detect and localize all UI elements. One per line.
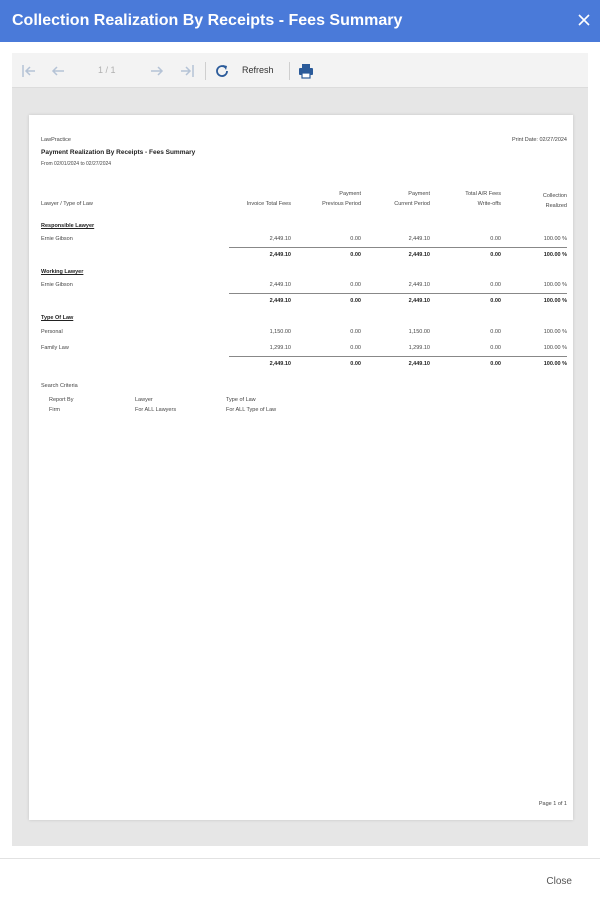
- total-curr: 2,449.10: [408, 361, 430, 367]
- divider: [229, 247, 567, 248]
- row-prev: 0.00: [350, 329, 361, 335]
- toolbar-divider: [205, 62, 206, 80]
- group-heading: Responsible Lawyer: [41, 223, 95, 229]
- col-header-realized: Collection: [542, 193, 567, 199]
- total-realized: 100.00 %: [543, 252, 567, 258]
- dialog-header: [0, 0, 600, 42]
- col-header-writeoffs: Write-offs: [477, 201, 501, 207]
- col-header-realized: Realized: [545, 203, 567, 209]
- total-writeoffs: 0.00: [490, 298, 501, 304]
- total-curr: 2,449.10: [408, 298, 430, 304]
- row-curr: 1,299.10: [408, 345, 430, 351]
- row-invoice: 2,449.10: [269, 282, 291, 288]
- total-curr: 2,449.10: [408, 252, 430, 258]
- row-curr: 2,449.10: [408, 282, 430, 288]
- row-realized: 100.00 %: [543, 282, 567, 288]
- col-header-writeoffs: Total A/R Fees: [465, 191, 501, 197]
- total-writeoffs: 0.00: [490, 361, 501, 367]
- row-realized: 100.00 %: [543, 345, 567, 351]
- print-date: Print Date: 02/27/2024: [511, 137, 567, 143]
- previous-page-icon[interactable]: [49, 62, 67, 80]
- divider: [229, 356, 567, 357]
- last-page-icon[interactable]: [178, 62, 196, 80]
- group-heading: Working Lawyer: [41, 269, 84, 275]
- total-invoice: 2,449.10: [269, 252, 291, 258]
- row-writeoffs: 0.00: [490, 236, 501, 242]
- row-curr: 2,449.10: [408, 236, 430, 242]
- row-invoice: 1,299.10: [269, 345, 291, 351]
- criteria-heading: Search Criteria: [41, 383, 78, 389]
- row-writeoffs: 0.00: [490, 345, 501, 351]
- page-indicator: 1 / 1: [98, 65, 116, 75]
- total-writeoffs: 0.00: [490, 252, 501, 258]
- dialog-title: Collection Realization By Receipts - Fees Summary: [12, 12, 403, 29]
- total-prev: 0.00: [350, 252, 361, 258]
- row-prev: 0.00: [350, 345, 361, 351]
- total-realized: 100.00 %: [543, 298, 567, 304]
- col-header-name: Lawyer / Type of Law: [41, 201, 93, 207]
- page-number: Page 1 of 1: [538, 801, 567, 807]
- row-name: Personal: [41, 329, 63, 335]
- col-header-prev: Previous Period: [322, 201, 361, 207]
- criteria-value: Firm: [49, 407, 60, 413]
- report-title: Payment Realization By Receipts - Fees Summary: [41, 149, 196, 156]
- viewer-toolbar: [12, 53, 588, 88]
- report-page: [29, 115, 573, 820]
- next-page-icon[interactable]: [148, 62, 166, 80]
- criteria-header: Type of Law: [226, 397, 256, 403]
- print-icon[interactable]: [297, 62, 315, 80]
- col-header-curr: Current Period: [394, 201, 430, 207]
- row-invoice: 1,150.00: [269, 329, 291, 335]
- total-invoice: 2,449.10: [269, 361, 291, 367]
- row-name: Ernie Gibson: [41, 282, 73, 288]
- report-viewer: [12, 53, 588, 846]
- row-writeoffs: 0.00: [490, 329, 501, 335]
- refresh-icon[interactable]: [213, 62, 231, 80]
- row-curr: 1,150.00: [408, 329, 430, 335]
- row-prev: 0.00: [350, 236, 361, 242]
- total-prev: 0.00: [350, 361, 361, 367]
- criteria-header: Report By: [49, 397, 74, 403]
- col-header-prev: Payment: [339, 191, 361, 197]
- total-invoice: 2,449.10: [269, 298, 291, 304]
- criteria-header: Lawyer: [135, 397, 153, 403]
- row-name: Ernie Gibson: [41, 236, 73, 242]
- group-heading: Type Of Law: [41, 315, 74, 321]
- firm-name: LawPractice: [41, 137, 71, 143]
- row-realized: 100.00 %: [543, 329, 567, 335]
- close-button[interactable]: Close: [546, 876, 572, 887]
- dialog-footer: [0, 858, 600, 903]
- row-invoice: 2,449.10: [269, 236, 291, 242]
- toolbar-divider: [289, 62, 290, 80]
- row-name: Family Law: [41, 345, 69, 351]
- criteria-value: For ALL Lawyers: [135, 407, 177, 413]
- first-page-icon[interactable]: [20, 62, 38, 80]
- close-icon[interactable]: [576, 12, 592, 28]
- row-writeoffs: 0.00: [490, 282, 501, 288]
- total-realized: 100.00 %: [543, 361, 567, 367]
- refresh-button[interactable]: Refresh: [242, 65, 274, 75]
- row-prev: 0.00: [350, 282, 361, 288]
- total-prev: 0.00: [350, 298, 361, 304]
- divider: [229, 293, 567, 294]
- col-header-invoice: Invoice Total Fees: [246, 201, 291, 207]
- col-header-curr: Payment: [408, 191, 430, 197]
- row-realized: 100.00 %: [543, 236, 567, 242]
- report-period: From 02/01/2024 to 02/27/2024: [41, 161, 112, 167]
- criteria-value: For ALL Type of Law: [226, 407, 277, 413]
